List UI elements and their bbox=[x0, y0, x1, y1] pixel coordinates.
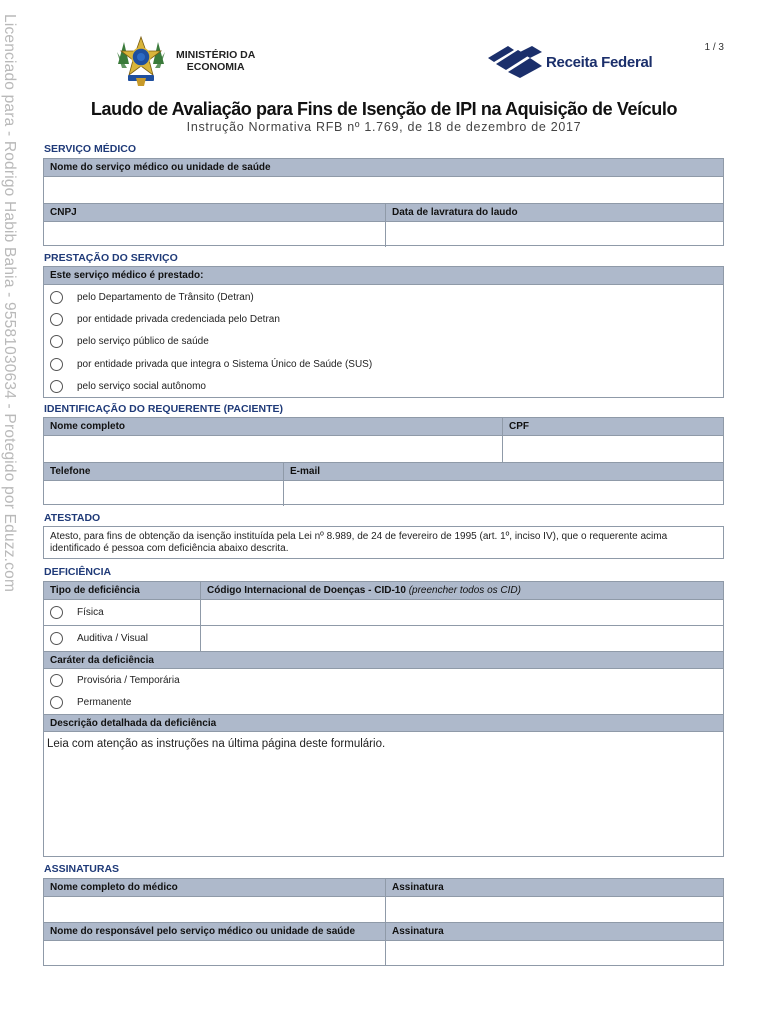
section-requerente: IDENTIFICAÇÃO DO REQUERENTE (PACIENTE) bbox=[44, 403, 283, 415]
nome-servico-label: Nome do serviço médico ou unidade de saúde bbox=[44, 159, 723, 177]
option-label: Permanente bbox=[77, 697, 132, 709]
atestado-text: Atesto, para fins de obtenção da isenção instituída pela Lei nº 8.989, de 24 de fevereiro de 1995 (art. 1º, inciso IV), que o requerente acima identificado é pessoa com deficiência abaixo descrita. bbox=[50, 531, 668, 554]
option-label: pelo Departamento de Trânsito (Detran) bbox=[77, 291, 254, 303]
option-label: por entidade privada que integra o Sistema Único de Saúde (SUS) bbox=[77, 358, 373, 370]
page-number: 1 / 3 bbox=[704, 42, 724, 53]
tipo-auditiva-visual[interactable] bbox=[44, 626, 200, 651]
assinaturas-box bbox=[43, 878, 724, 966]
radio-button[interactable] bbox=[50, 606, 63, 619]
option-label: Provisória / Temporária bbox=[77, 674, 180, 686]
data-lavratura-label: Data de lavratura do laudo bbox=[385, 204, 723, 222]
ministry-line1: MINISTÉRIO DA bbox=[176, 49, 256, 61]
section-assinaturas: ASSINATURAS bbox=[44, 863, 120, 875]
assinatura-medico-field[interactable] bbox=[385, 897, 723, 922]
coat-of-arms-icon bbox=[114, 34, 168, 88]
watermark-text: Licenciado para - Rodrigo Habib Bahia - 95581030634 - Protegido por Eduzz.com bbox=[1, 14, 18, 593]
ministry-name bbox=[176, 49, 255, 73]
nome-servico-field[interactable] bbox=[44, 177, 723, 203]
radio-button[interactable] bbox=[50, 291, 63, 304]
medico-nome-label: Nome completo do médico bbox=[44, 879, 385, 897]
cpf-label: CPF bbox=[502, 418, 723, 436]
tipo-fisica[interactable] bbox=[44, 600, 200, 625]
responsavel-nome-field[interactable] bbox=[44, 941, 385, 966]
radio-button[interactable] bbox=[50, 358, 63, 371]
tipo-deficiencia-label: Tipo de deficiência bbox=[44, 582, 200, 600]
ministry-line2: ECONOMIA bbox=[186, 61, 245, 73]
option-servico-social[interactable] bbox=[44, 376, 723, 398]
option-credenciada-detran[interactable] bbox=[44, 308, 723, 330]
assinatura-responsavel-label: Assinatura bbox=[385, 923, 723, 941]
carater-label: Caráter da deficiência bbox=[44, 651, 723, 669]
page-title: Laudo de Avaliação para Fins de Isenção de IPI na Aquisição de Veículo bbox=[90, 99, 678, 119]
servico-medico-box bbox=[43, 158, 724, 246]
email-field[interactable] bbox=[283, 481, 723, 506]
radio-button[interactable] bbox=[50, 674, 63, 687]
radio-button[interactable] bbox=[50, 696, 63, 709]
page-subtitle: Instrução Normativa RFB nº 1.769, de 18 de dezembro de 2017 bbox=[186, 120, 582, 134]
option-detran[interactable] bbox=[44, 286, 723, 308]
prestacao-box bbox=[43, 266, 724, 398]
atestado-box bbox=[43, 526, 724, 559]
email-label: E-mail bbox=[283, 463, 723, 481]
option-sus[interactable] bbox=[44, 353, 723, 375]
cpf-field[interactable] bbox=[502, 436, 723, 462]
receita-federal-logo bbox=[486, 44, 652, 80]
data-lavratura-field[interactable] bbox=[385, 222, 723, 247]
prestado-label: Este serviço médico é prestado: bbox=[44, 267, 723, 285]
option-label: por entidade privada credenciada pelo Detran bbox=[77, 314, 280, 326]
section-atestado: ATESTADO bbox=[44, 512, 101, 524]
receita-federal-text: Receita Federal bbox=[546, 53, 653, 71]
radio-button[interactable] bbox=[50, 313, 63, 326]
receita-federal-emblem-icon bbox=[486, 44, 544, 80]
medico-nome-field[interactable] bbox=[44, 897, 385, 922]
nome-completo-field[interactable] bbox=[44, 436, 502, 462]
section-servico-medico: SERVIÇO MÉDICO bbox=[44, 143, 136, 155]
section-deficiencia: DEFICIÊNCIA bbox=[44, 566, 112, 578]
cid-field-fisica[interactable] bbox=[200, 600, 723, 625]
telefone-label: Telefone bbox=[44, 463, 283, 481]
assinatura-responsavel-field[interactable] bbox=[385, 941, 723, 966]
option-servico-publico[interactable] bbox=[44, 331, 723, 353]
section-prestacao: PRESTAÇÃO DO SERVIÇO bbox=[44, 252, 178, 264]
deficiencia-box bbox=[43, 581, 724, 857]
nome-completo-label: Nome completo bbox=[44, 418, 502, 436]
cnpj-field[interactable] bbox=[44, 222, 385, 247]
carater-permanente[interactable] bbox=[44, 691, 723, 713]
ministry-header bbox=[114, 34, 255, 88]
carater-provisoria[interactable] bbox=[44, 669, 723, 691]
cid-label bbox=[200, 582, 723, 600]
cid-label-text: Código Internacional de Doenças - CID-10 bbox=[207, 585, 406, 596]
assinatura-medico-label: Assinatura bbox=[385, 879, 723, 897]
requerente-box bbox=[43, 417, 724, 505]
descricao-field[interactable]: Leia com atenção as instruções na última página deste formulário. bbox=[47, 737, 386, 750]
radio-button[interactable] bbox=[50, 335, 63, 348]
telefone-field[interactable] bbox=[44, 481, 283, 506]
descricao-label: Descrição detalhada da deficiência bbox=[44, 714, 723, 732]
option-label: pelo serviço social autônomo bbox=[77, 381, 206, 393]
option-label: Física bbox=[77, 607, 104, 618]
radio-button[interactable] bbox=[50, 380, 63, 393]
option-label: Auditiva / Visual bbox=[77, 633, 148, 644]
radio-button[interactable] bbox=[50, 632, 63, 645]
option-label: pelo serviço público de saúde bbox=[77, 336, 209, 348]
responsavel-nome-label: Nome do responsável pelo serviço médico ou unidade de saúde bbox=[44, 923, 385, 941]
cid-hint: (preencher todos os CID) bbox=[408, 585, 521, 596]
cid-field-auditiva-visual[interactable] bbox=[200, 626, 723, 651]
cnpj-label: CNPJ bbox=[44, 204, 385, 222]
